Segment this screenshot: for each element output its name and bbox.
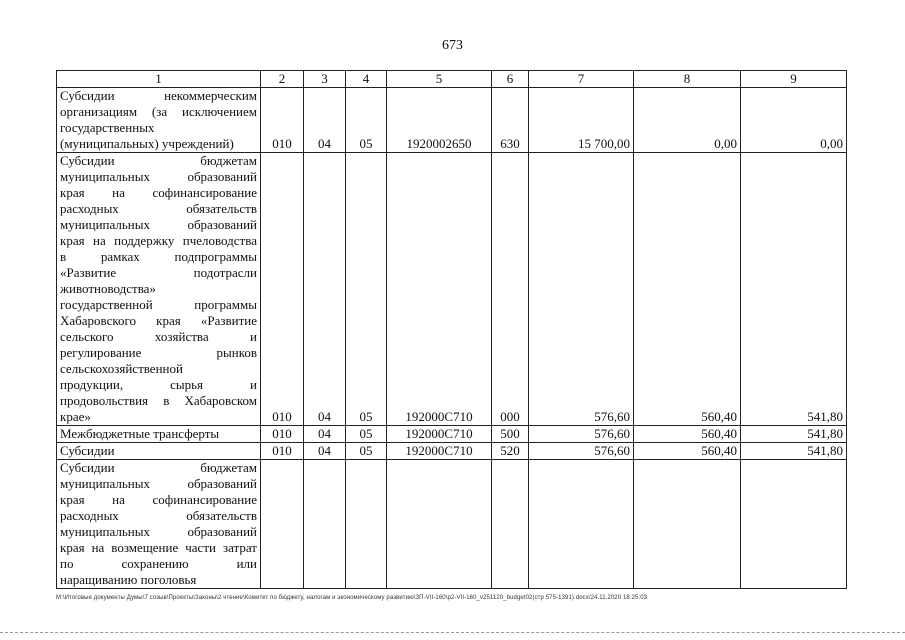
item-name-line [60,460,257,476]
expense-type-cell: 630 [492,88,529,153]
amount-2021-cell: 576,60 [529,153,634,426]
word: и [250,329,257,344]
code-cell [261,460,304,589]
subsection-cell: 05 [346,88,387,153]
word: части [185,540,216,555]
item-name-line [60,88,257,104]
item-name-line [60,217,257,233]
word: образований [187,524,257,539]
item-name-line [60,377,257,393]
section-cell: 04 [304,426,346,443]
target-article-cell [387,460,492,589]
code-cell: 010 [261,88,304,153]
word: образований [187,217,257,232]
word: на [112,492,125,507]
amount-2022-cell [634,460,741,589]
section-cell [304,460,346,589]
amount-2022-cell: 0,00 [634,88,741,153]
item-name-line [60,297,257,313]
table-row [57,460,847,589]
word: подпрограммы [174,249,257,264]
item-name-line [60,169,257,185]
word: края [60,492,85,507]
column-header: 9 [741,71,847,88]
code-cell: 010 [261,443,304,460]
word: софинансирование [152,185,257,200]
item-name-line: сельскохозяйственной [60,361,183,376]
expense-type-cell: 520 [492,443,529,460]
item-name-line [60,540,257,556]
section-cell: 04 [304,88,346,153]
word: муниципальных [60,169,151,184]
item-name-line [60,556,257,572]
column-header: 6 [492,71,529,88]
word: софинансирование [152,492,257,507]
item-name-line [60,345,257,361]
word: хозяйства [154,329,209,344]
item-name-line [60,265,257,281]
word: Хабаровском [184,393,257,408]
amount-2021-cell: 576,60 [529,443,634,460]
word: «Развитие [60,265,117,280]
table-row [57,153,847,426]
item-name-line: наращиванию поголовья [60,572,197,587]
word: возмещение [111,540,179,555]
column-header: 2 [261,71,304,88]
word: на [91,540,105,555]
item-name-line [60,476,257,492]
item-name-line [60,329,257,345]
word: в [60,249,67,264]
table-row [57,426,847,443]
item-name-cell [57,443,261,460]
word: государственной [60,297,153,312]
word: края [60,540,85,555]
item-name-line: крае» [60,409,91,424]
word: расходных [60,508,119,523]
budget-table [56,70,847,589]
code-cell: 010 [261,153,304,426]
amount-2023-cell: 541,80 [741,426,847,443]
section-cell: 04 [304,443,346,460]
amount-2022-cell: 560,40 [634,426,741,443]
word: (за [151,104,168,119]
expense-type-cell: 500 [492,426,529,443]
item-name-line [60,153,257,169]
item-name-cell [57,460,261,589]
word: поддержку [114,233,175,248]
item-name-line [60,524,257,540]
word: сохранению [121,556,189,571]
item-name-cell [57,426,261,443]
amount-2021-cell [529,460,634,589]
word: на [92,233,106,248]
amount-2021-cell: 576,60 [529,426,634,443]
word: муниципальных [60,217,151,232]
item-name-line: Межбюджетные трансферты [60,426,220,441]
word: края [60,233,85,248]
subsection-cell: 05 [346,426,387,443]
word: обязательств [186,508,257,523]
item-name-line [60,492,257,508]
word: муниципальных [60,476,151,491]
item-name-cell [57,88,261,153]
item-name-line [60,249,257,265]
item-name-line: животноводства» [60,281,156,296]
table-row [57,88,847,153]
expense-type-cell: 000 [492,153,529,426]
page-bottom-divider [0,632,905,633]
word: регулирование [60,345,142,360]
word: и [250,377,257,392]
item-name-line: государственных [60,120,155,135]
section-cell: 04 [304,153,346,426]
word: организациям [60,104,138,119]
word: расходных [60,201,119,216]
item-name-line [60,185,257,201]
item-name-line [60,233,257,249]
word: обязательств [186,201,257,216]
word: исключением [182,104,257,119]
amount-2022-cell: 560,40 [634,443,741,460]
column-header: 5 [387,71,492,88]
word: бюджетам [200,460,257,475]
word: рынков [216,345,257,360]
amount-2023-cell: 541,80 [741,443,847,460]
word: «Развитие [200,313,257,328]
subsection-cell: 05 [346,153,387,426]
word: пчеловодства [182,233,257,248]
target-article-cell: 192000С710 [387,443,492,460]
column-header: 7 [529,71,634,88]
amount-2023-cell: 541,80 [741,153,847,426]
word: сельского [60,329,114,344]
code-cell: 010 [261,426,304,443]
header-row [57,71,847,88]
item-name-line [60,201,257,217]
item-name-line [60,508,257,524]
word: или [236,556,257,571]
item-name-cell [57,153,261,426]
item-name-line [60,104,257,120]
word: Субсидии [60,88,115,103]
amount-2023-cell: 0,00 [741,88,847,153]
word: некоммерческим [164,88,257,103]
word: образований [187,169,257,184]
word: края [156,313,181,328]
column-header: 4 [346,71,387,88]
word: программы [194,297,257,312]
word: затрат [222,540,257,555]
target-article-cell: 192000С710 [387,153,492,426]
target-article-cell: 1920002650 [387,88,492,153]
word: в [163,393,170,408]
expense-type-cell [492,460,529,589]
item-name-line: (муниципальных) учреждений) [60,136,234,151]
table-row [57,443,847,460]
word: муниципальных [60,524,151,539]
column-header: 8 [634,71,741,88]
word: по [60,556,74,571]
word: сырья [170,377,204,392]
column-header: 1 [57,71,261,88]
subsection-cell: 05 [346,443,387,460]
word: Субсидии [60,153,115,168]
page-number: 673 [442,38,463,53]
item-name-line: Субсидии [60,443,115,458]
word: продукции, [60,377,124,392]
word: образований [187,476,257,491]
target-article-cell: 192000С710 [387,426,492,443]
item-name-line [60,393,257,409]
amount-2023-cell [741,460,847,589]
word: продовольствия [60,393,149,408]
word: Субсидии [60,460,115,475]
amount-2021-cell: 15 700,00 [529,88,634,153]
word: бюджетам [200,153,257,168]
word: рамках [100,249,140,264]
subsection-cell [346,460,387,589]
word: на [112,185,125,200]
document-path-footer: М:\Итоговые документы Думы\7 созыв\Проекты\Законы\2 чтение\Комитет по бюджету, налогам и экономическому развитию\ЗП-VII-160\p2-VII-160_v251120_budget02(стр 575-1391).docx/24.11.2020 18:25:03 [56,595,648,601]
column-header: 3 [304,71,346,88]
word: края [60,185,85,200]
item-name-line [60,313,257,329]
word: Хабаровского [60,313,137,328]
amount-2022-cell: 560,40 [634,153,741,426]
word: подотрасли [193,265,257,280]
